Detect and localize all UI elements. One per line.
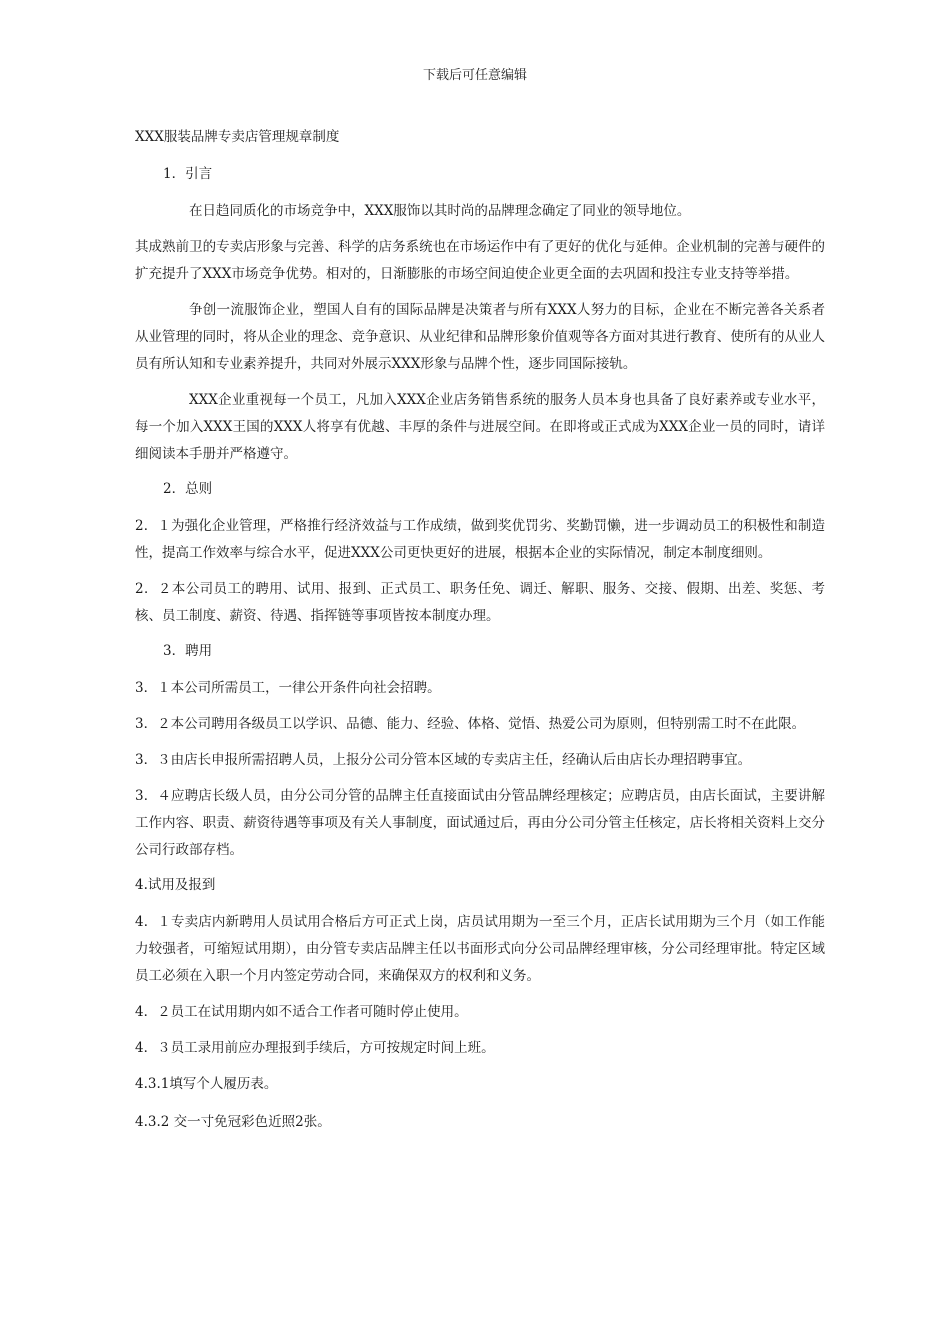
hiring-clause-4: 3．４应聘店长级人员，由分公司分管的品牌主任直接面试由分管品牌经理核定；应聘店员，由店长面试，主要讲解工作内容、职责、薪资待遇等事项及有关人事制度，面试通过后，再由分公司分管主任核定，店长将相关资料上交分公司行政部存档。	[135, 788, 825, 858]
hiring-clause-1: 3．１本公司所需员工，一律公开条件向社会招聘。	[135, 680, 441, 696]
section-heading-general: 2．总则	[163, 481, 213, 497]
probation-subclause-3-2: 4.3.2 交一寸免冠彩色近照2张。	[135, 1114, 331, 1130]
general-clause-1: 2．１为强化企业管理，严格推行经济效益与工作成绩，做到奖优罚劣、奖勤罚懒，进一步调动员工的积极性和制造性，提高工作效率与综合水平，促进XXX公司更快更好的进展，根据本企业的实际情况，制定本制度细则。	[135, 518, 825, 561]
probation-clause-3: 4．３员工录用前应办理报到手续后，方可按规定时间上班。	[135, 1040, 495, 1056]
general-clause-2: 2．２本公司员工的聘用、试用、报到、正式员工、职务任免、调迁、解职、服务、交接、假期、出差、奖惩、考核、员工制度、薪资、待遇、指挥链等事项皆按本制度办理。	[135, 581, 825, 624]
hiring-clause-2: 3．２本公司聘用各级员工以学识、品德、能力、经验、体格、觉悟、热爱公司为原则，但特别需工时不在此限。	[135, 716, 806, 732]
intro-paragraph-4: XXX企业重视每一个员工，凡加入XXX企业店务销售系统的服务人员本身也具备了良好素养或专业水平，每一个加入XXX王国的XXX人将享有优越、丰厚的条件与进展空间。在即将或正式成为XXX企业一员的同时，请详细阅读本手册并严格遵守。	[135, 392, 825, 462]
intro-paragraph-3: 争创一流服饰企业，塑国人自有的国际品牌是决策者与所有XXX人努力的目标，企业在不断完善各关系者从业管理的同时，将从企业的理念、竞争意识、从业纪律和品牌形象价值观等各方面对其进行教育、使所有的从业人员有所认知和专业素养提升，共同对外展示XXX形象与品牌个性，逐步同国际接轨。	[135, 302, 825, 372]
section-heading-intro: 1．引言	[163, 166, 213, 182]
page-header: 下载后可任意编辑	[422, 68, 527, 83]
probation-subclause-3-1: 4.3.1填写个人履历表。	[135, 1076, 278, 1092]
probation-clause-1: 4．１专卖店内新聘用人员试用合格后方可正式上岗，店员试用期为一至三个月，正店长试用期为三个月（如工作能力较强者，可缩短试用期），由分管专卖店品牌主任以书面形式向分公司品牌经理审核，分公司经理审批。特定区域员工必须在入职一个月内签定劳动合同，来确保双方的权利和义务。	[135, 914, 825, 984]
section-heading-hiring: 3．聘用	[163, 643, 213, 659]
section-heading-probation: 4.试用及报到	[135, 877, 216, 893]
intro-paragraph-1: 在日趋同质化的市场竞争中，XXX服饰以其时尚的品牌理念确定了同业的领导地位。	[189, 203, 691, 219]
probation-clause-2: 4．２员工在试用期内如不适合工作者可随时停止使用。	[135, 1004, 468, 1020]
document-body	[135, 126, 825, 1147]
hiring-clause-3: 3．３由店长申报所需招聘人员，上报分公司分管本区域的专卖店主任，经确认后由店长办理招聘事宜。	[135, 752, 752, 768]
document-title: XXX服装品牌专卖店管理规章制度	[135, 129, 340, 145]
intro-paragraph-2: 其成熟前卫的专卖店形象与完善、科学的店务系统也在市场运作中有了更好的优化与延伸。企业机制的完善与硬件的扩充提升了XXX市场竞争优势。相对的，日渐膨胀的市场空间迫使企业更全面的去巩固和投注专业支持等举措。	[135, 239, 825, 282]
